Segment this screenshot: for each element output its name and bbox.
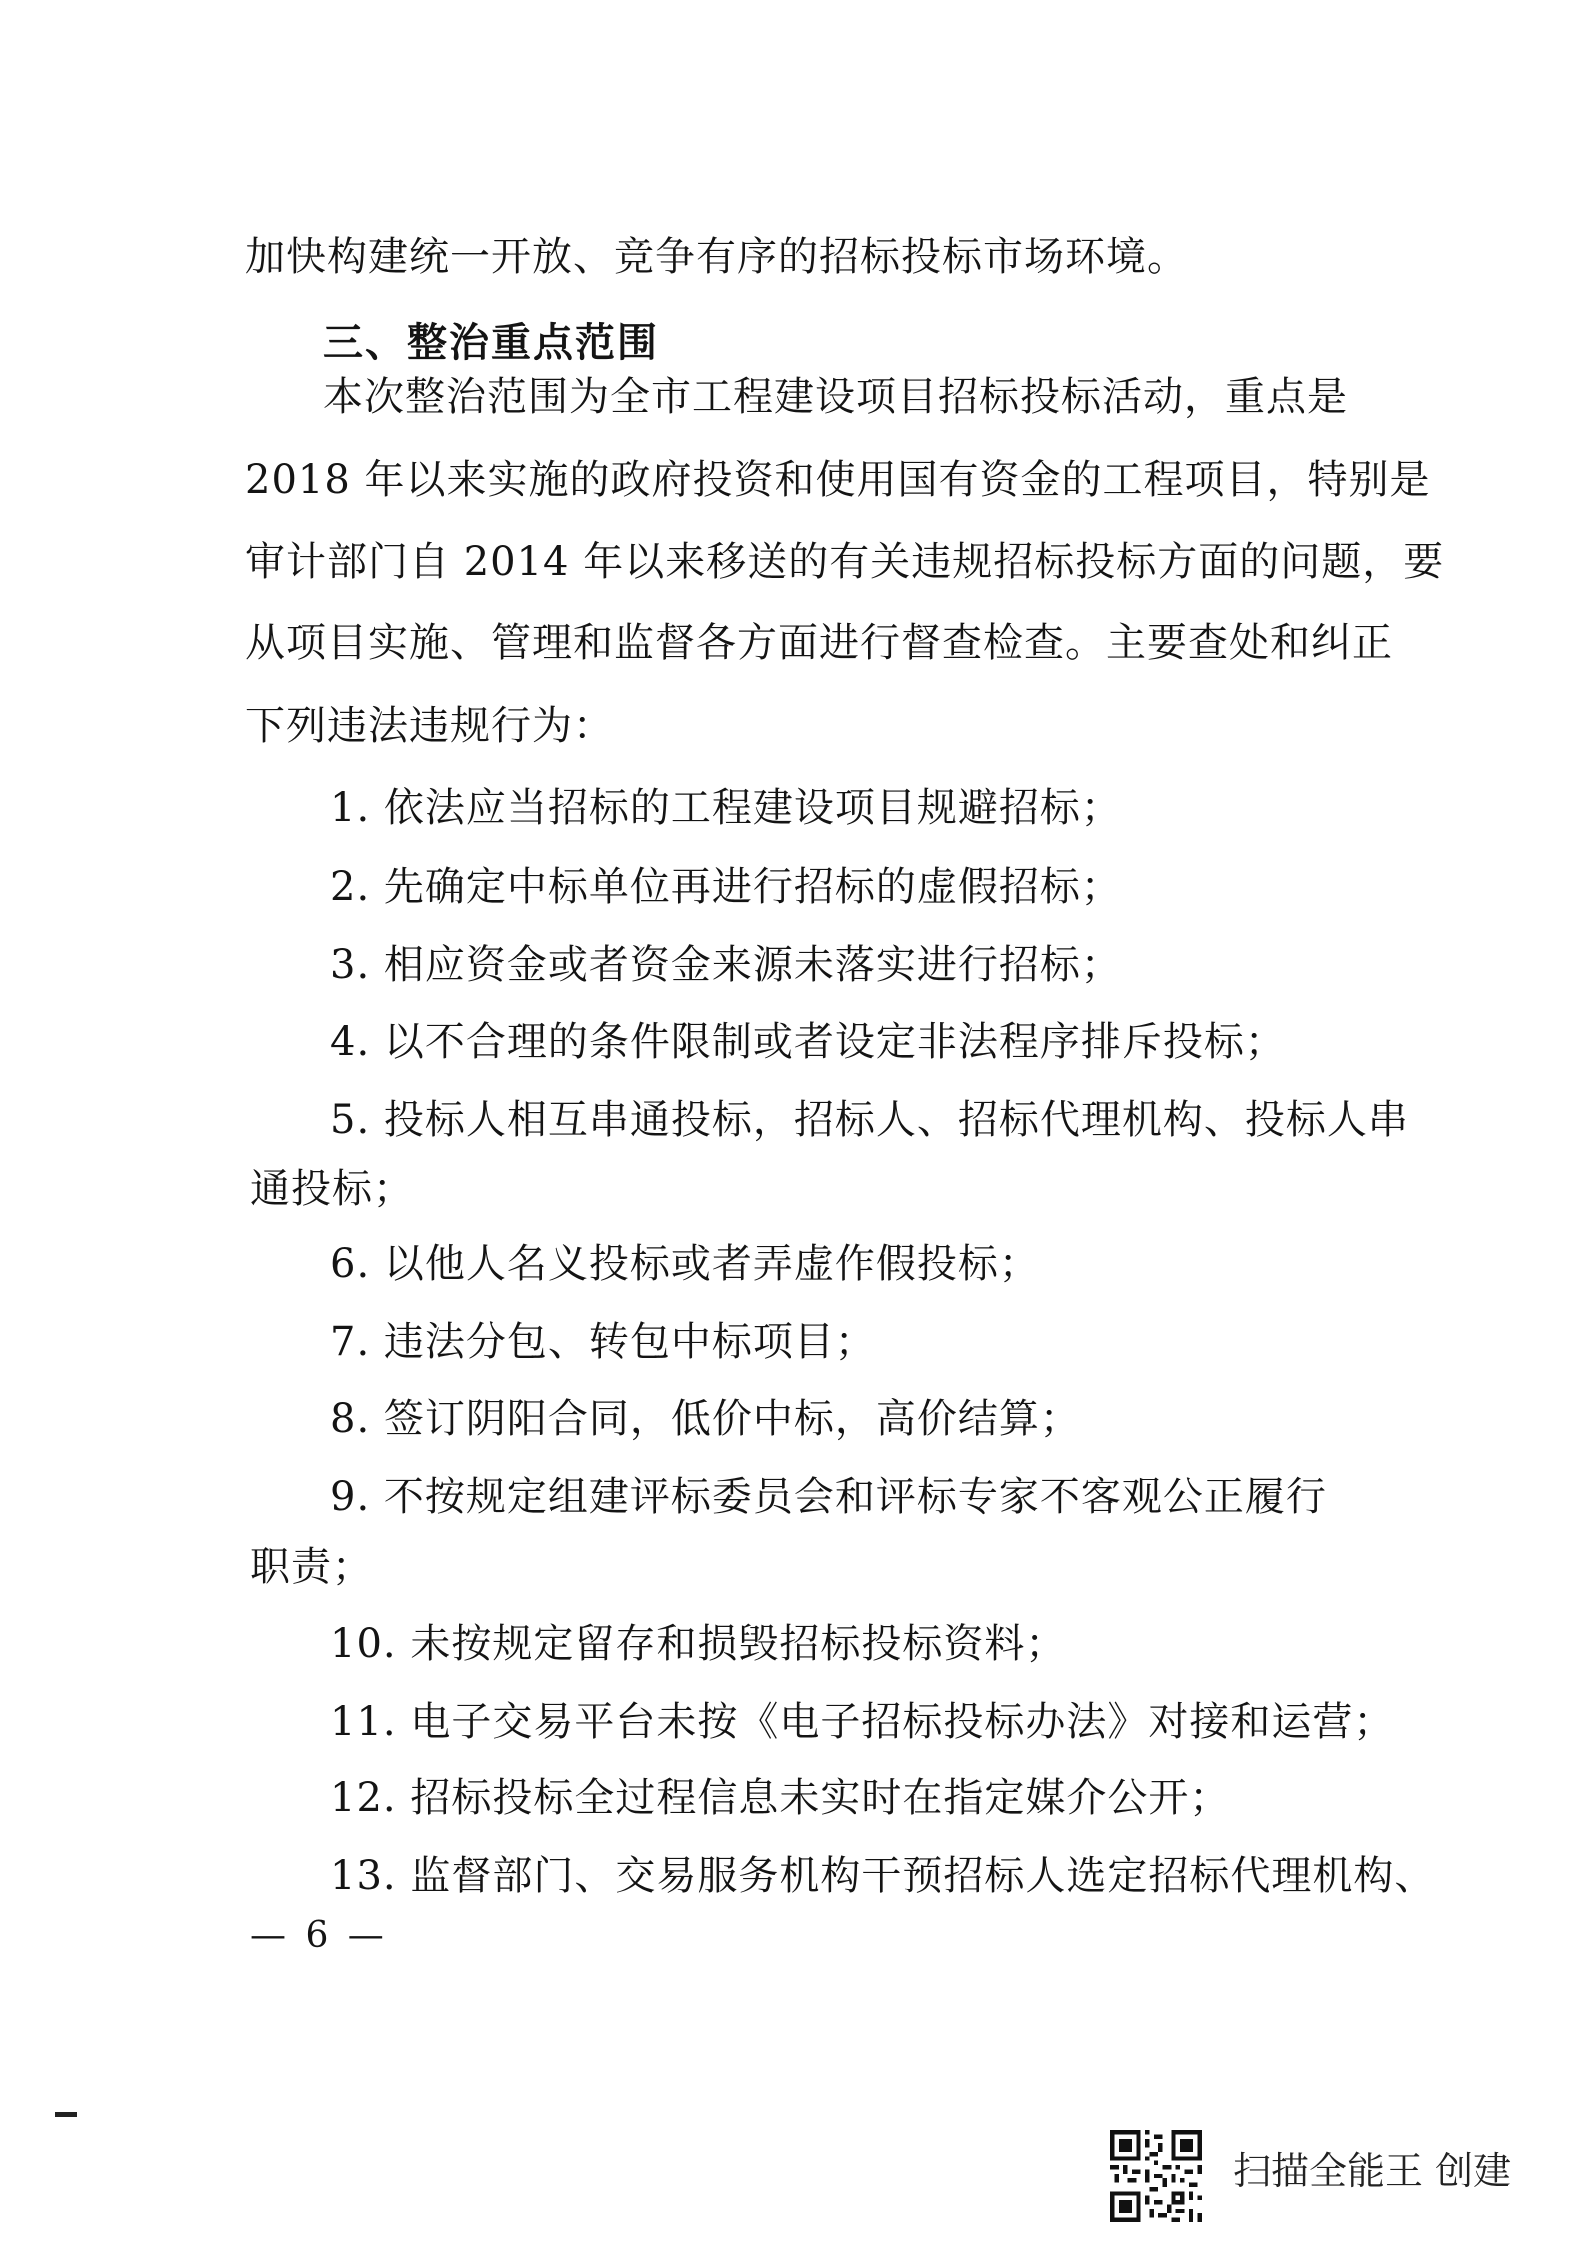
list-item: 12. 招标投标全过程信息未实时在指定媒介公开； [330,1775,1231,1821]
page-number: — 6 — [250,1915,388,1956]
body-line: 从项目实施、管理和监督各方面进行督查检查。主要查处和纠正 [245,620,1393,666]
body-line: 加快构建统一开放、竞争有序的招标投标市场环境。 [245,234,1188,280]
list-item-continuation: 通投标； [250,1166,414,1212]
list-item: 13. 监督部门、交易服务机构干预招标人选定招标代理机构、 [330,1853,1436,1899]
list-item: 7. 违法分包、转包中标项目； [330,1319,876,1365]
qr-code-icon [1110,2130,1202,2222]
body-line: 审计部门自 2014 年以来移送的有关违规招标投标方面的问题，要 [245,539,1445,585]
section-heading: 三、整治重点范围 [323,320,659,366]
list-item: 2. 先确定中标单位再进行招标的虚假招标； [330,864,1122,910]
body-line: 本次整治范围为全市工程建设项目招标投标活动，重点是 [323,374,1348,420]
list-item-continuation: 职责； [250,1544,373,1590]
list-item: 8. 签订阴阳合同，低价中标，高价结算； [330,1396,1081,1442]
list-item: 3. 相应资金或者资金来源未落实进行招标； [330,942,1122,988]
scan-mark [55,2112,77,2117]
list-item: 6. 以他人名义投标或者弄虚作假投标； [330,1241,1040,1287]
list-item: 5. 投标人相互串通投标，招标人、招标代理机构、投标人串 [330,1097,1409,1143]
list-item: 10. 未按规定留存和损毁招标投标资料； [330,1621,1067,1667]
list-item: 4. 以不合理的条件限制或者设定非法程序排斥投标； [330,1019,1286,1065]
body-line: 下列违法违规行为： [245,703,614,749]
list-item: 9. 不按规定组建评标委员会和评标专家不客观公正履行 [330,1474,1327,1520]
scanner-watermark: 扫描全能王 创建 [1233,2149,1512,2193]
body-line: 2018 年以来实施的政府投资和使用国有资金的工程项目，特别是 [245,457,1431,503]
list-item: 1. 依法应当招标的工程建设项目规避招标； [330,785,1122,831]
list-item: 11. 电子交易平台未按《电子招标投标办法》对接和运营； [330,1699,1395,1745]
